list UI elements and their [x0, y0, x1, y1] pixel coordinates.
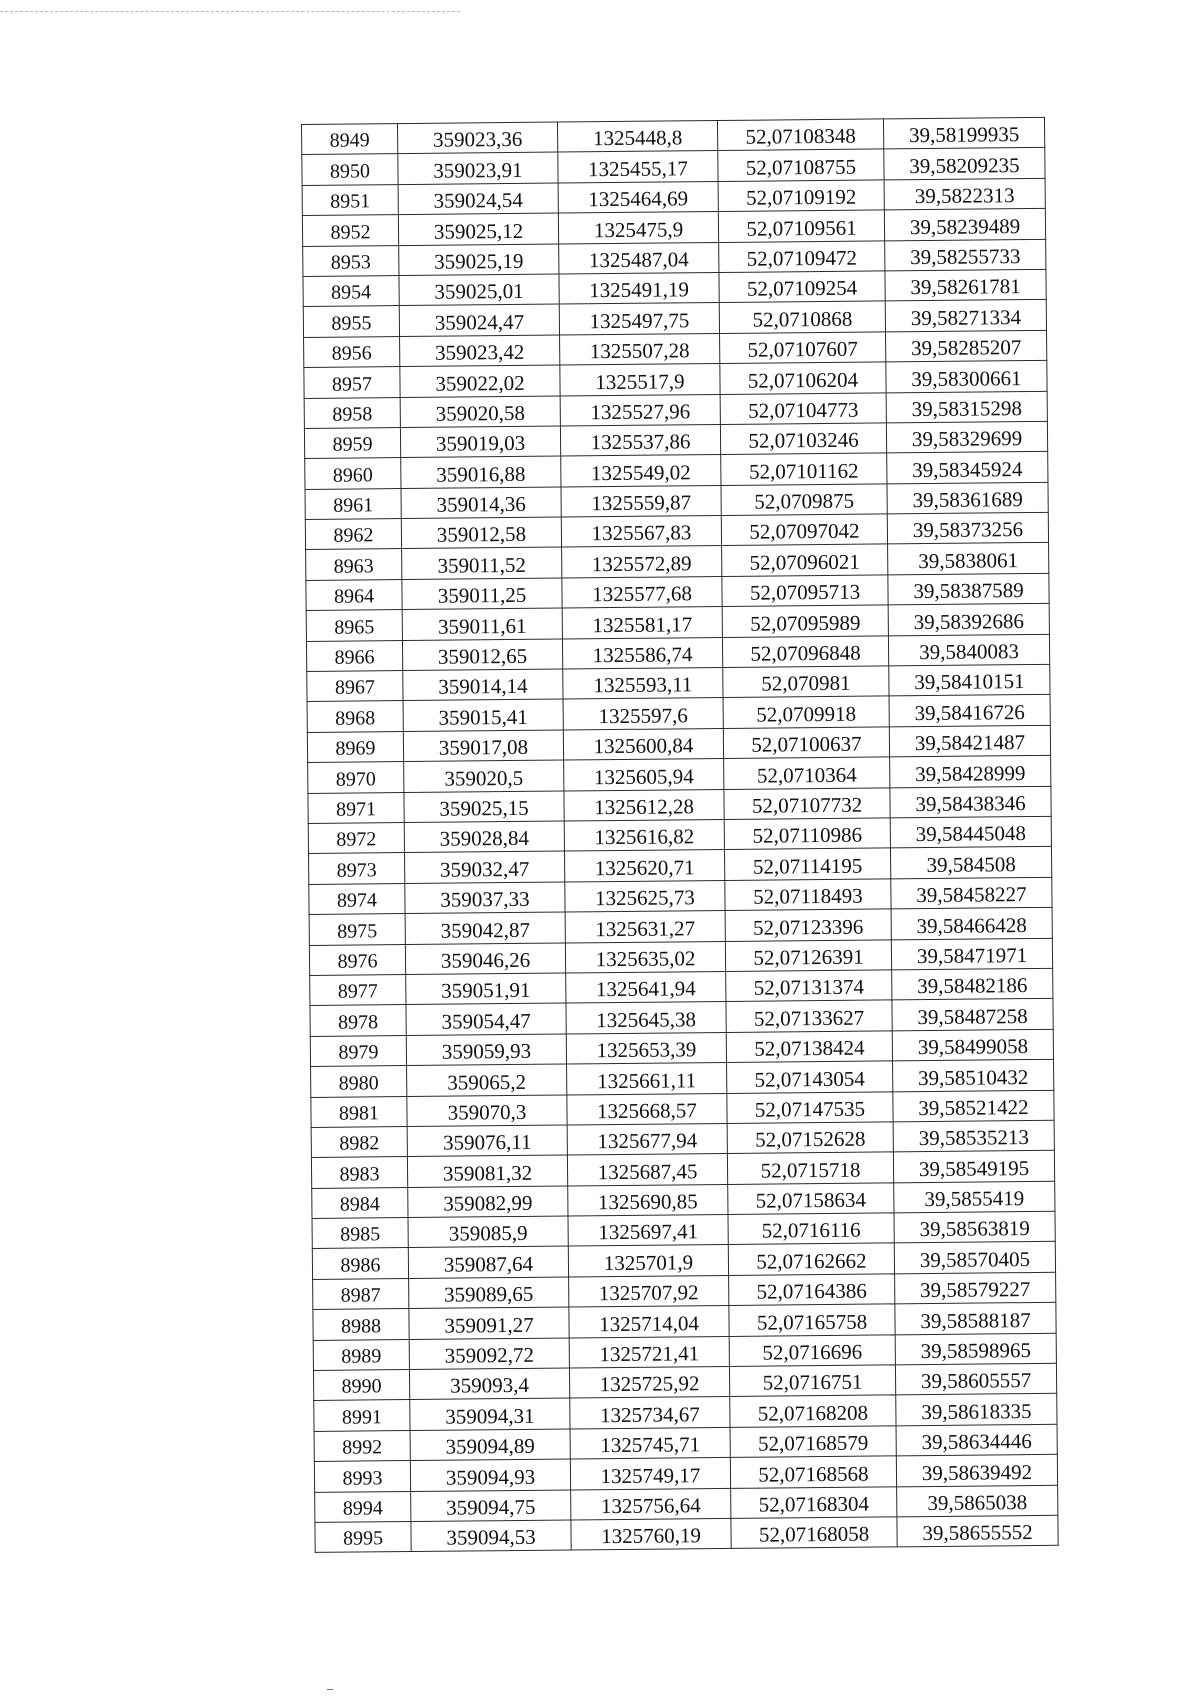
latitude-cell: 52,07096021 — [722, 544, 888, 576]
latitude-cell: 52,07158634 — [728, 1183, 894, 1215]
y-coordinate-cell: 1325725,92 — [569, 1366, 729, 1398]
x-coordinate-cell: 359014,36 — [401, 487, 561, 519]
longitude-cell: 39,58261781 — [885, 269, 1046, 301]
latitude-cell: 52,07162662 — [728, 1243, 894, 1275]
x-coordinate-cell: 359020,58 — [400, 396, 560, 428]
x-coordinate-cell: 359070,3 — [407, 1094, 567, 1126]
y-coordinate-cell: 1325745,71 — [570, 1427, 730, 1459]
longitude-cell: 39,58510432 — [893, 1059, 1054, 1091]
longitude-cell: 39,58410151 — [889, 664, 1050, 696]
longitude-cell: 39,58392686 — [888, 604, 1049, 636]
point-number-cell: 8956 — [304, 336, 400, 367]
x-coordinate-cell: 359012,58 — [401, 517, 561, 549]
longitude-cell: 39,5838061 — [888, 543, 1049, 575]
point-number-cell: 8968 — [307, 701, 403, 732]
x-coordinate-cell: 359091,27 — [409, 1307, 569, 1339]
x-coordinate-cell: 359024,54 — [398, 183, 558, 215]
point-number-cell: 8961 — [305, 488, 401, 519]
latitude-cell: 52,07164386 — [729, 1274, 895, 1306]
y-coordinate-cell: 1325625,73 — [565, 880, 725, 912]
latitude-cell: 52,07152628 — [727, 1122, 893, 1154]
coordinates-table — [301, 117, 1059, 1553]
scan-artifact-line — [0, 11, 460, 12]
latitude-cell: 52,0709918 — [723, 696, 889, 728]
x-coordinate-cell: 359025,19 — [399, 244, 559, 276]
x-coordinate-cell: 359025,01 — [399, 274, 559, 306]
point-number-cell: 8973 — [309, 853, 405, 884]
longitude-cell: 39,5855419 — [894, 1181, 1055, 1213]
x-coordinate-cell: 359023,36 — [398, 122, 558, 154]
point-number-cell: 8990 — [313, 1370, 409, 1401]
longitude-cell: 39,5840083 — [888, 634, 1049, 666]
x-coordinate-cell: 359051,91 — [406, 973, 566, 1005]
longitude-cell: 39,58618335 — [896, 1394, 1057, 1426]
latitude-cell: 52,07168304 — [731, 1486, 897, 1518]
x-coordinate-cell: 359094,93 — [410, 1459, 570, 1491]
longitude-cell: 39,5865038 — [897, 1485, 1058, 1517]
point-number-cell: 8967 — [307, 671, 403, 702]
y-coordinate-cell: 1325577,68 — [562, 576, 722, 608]
latitude-cell: 52,07108755 — [718, 149, 884, 181]
point-number-cell: 8980 — [311, 1066, 407, 1097]
latitude-cell: 52,07143054 — [727, 1061, 893, 1093]
y-coordinate-cell: 1325616,82 — [564, 819, 724, 851]
longitude-cell: 39,58588187 — [895, 1303, 1056, 1335]
table-row — [315, 1515, 1058, 1553]
longitude-cell: 39,58549195 — [893, 1151, 1054, 1183]
x-coordinate-cell: 359092,72 — [409, 1338, 569, 1370]
latitude-cell: 52,07103246 — [720, 423, 886, 455]
y-coordinate-cell: 1325721,41 — [569, 1336, 729, 1368]
point-number-cell: 8949 — [302, 124, 398, 155]
latitude-cell: 52,07168208 — [730, 1395, 896, 1427]
y-coordinate-cell: 1325527,96 — [560, 394, 720, 426]
y-coordinate-cell: 1325464,69 — [558, 181, 718, 213]
point-number-cell: 8976 — [309, 944, 405, 975]
point-number-cell: 8986 — [312, 1248, 408, 1279]
longitude-cell: 39,58255733 — [885, 239, 1046, 271]
point-number-cell: 8995 — [315, 1521, 411, 1552]
x-coordinate-cell: 359017,08 — [403, 730, 563, 762]
x-coordinate-cell: 359011,25 — [402, 578, 562, 610]
longitude-cell: 39,58315298 — [886, 391, 1047, 423]
y-coordinate-cell: 1325475,9 — [558, 212, 718, 244]
y-coordinate-cell: 1325567,83 — [561, 516, 721, 548]
point-number-cell: 8964 — [306, 579, 402, 610]
x-coordinate-cell: 359023,91 — [398, 152, 558, 184]
point-number-cell: 8970 — [308, 762, 404, 793]
longitude-cell: 39,58199935 — [883, 117, 1044, 149]
latitude-cell: 52,0716696 — [729, 1334, 895, 1366]
x-coordinate-cell: 359094,89 — [410, 1429, 570, 1461]
y-coordinate-cell: 1325620,71 — [564, 850, 724, 882]
latitude-cell: 52,07109472 — [719, 240, 885, 272]
y-coordinate-cell: 1325690,85 — [568, 1184, 728, 1216]
longitude-cell: 39,58471971 — [891, 938, 1052, 970]
point-number-cell: 8966 — [306, 640, 402, 671]
y-coordinate-cell: 1325653,39 — [566, 1032, 726, 1064]
x-coordinate-cell: 359032,47 — [405, 851, 565, 883]
point-number-cell: 8971 — [308, 792, 404, 823]
y-coordinate-cell: 1325631,27 — [565, 911, 725, 943]
x-coordinate-cell: 359025,15 — [404, 791, 564, 823]
point-number-cell: 8959 — [304, 427, 400, 458]
y-coordinate-cell: 1325687,45 — [567, 1154, 727, 1186]
point-number-cell: 8969 — [307, 731, 403, 762]
latitude-cell: 52,0716116 — [728, 1213, 894, 1245]
latitude-cell: 52,07109192 — [718, 180, 884, 212]
y-coordinate-cell: 1325677,94 — [567, 1123, 727, 1155]
x-coordinate-cell: 359094,31 — [410, 1398, 570, 1430]
x-coordinate-cell: 359011,52 — [402, 547, 562, 579]
point-number-cell: 8977 — [310, 974, 406, 1005]
longitude-cell: 39,58634446 — [896, 1424, 1057, 1456]
x-coordinate-cell: 359028,84 — [404, 821, 564, 853]
x-coordinate-cell: 359081,32 — [407, 1155, 567, 1187]
latitude-cell: 52,0710364 — [724, 757, 890, 789]
x-coordinate-cell: 359054,47 — [406, 1003, 566, 1035]
point-number-cell: 8994 — [315, 1491, 411, 1522]
latitude-cell: 52,07104773 — [720, 392, 886, 424]
point-number-cell: 8988 — [313, 1309, 409, 1340]
coordinates-table-container — [301, 117, 1058, 1553]
x-coordinate-cell: 359024,47 — [399, 304, 559, 336]
x-coordinate-cell: 359082,99 — [408, 1186, 568, 1218]
y-coordinate-cell: 1325749,17 — [570, 1458, 730, 1490]
latitude-cell: 52,07109254 — [719, 271, 885, 303]
latitude-cell: 52,0709875 — [721, 484, 887, 516]
x-coordinate-cell: 359046,26 — [405, 943, 565, 975]
x-coordinate-cell: 359042,87 — [405, 912, 565, 944]
point-number-cell: 8982 — [311, 1126, 407, 1157]
y-coordinate-cell: 1325641,94 — [566, 971, 726, 1003]
point-number-cell: 8991 — [314, 1400, 410, 1431]
y-coordinate-cell: 1325600,84 — [563, 728, 723, 760]
y-coordinate-cell: 1325612,28 — [564, 789, 724, 821]
longitude-cell: 39,58521422 — [893, 1090, 1054, 1122]
point-number-cell: 8965 — [306, 610, 402, 641]
latitude-cell: 52,070981 — [723, 666, 889, 698]
latitude-cell: 52,07101162 — [721, 453, 887, 485]
longitude-cell: 39,58445048 — [890, 816, 1051, 848]
latitude-cell: 52,07138424 — [726, 1031, 892, 1063]
point-number-cell: 8985 — [312, 1218, 408, 1249]
latitude-cell: 52,07097042 — [721, 514, 887, 546]
latitude-cell: 52,07096848 — [722, 636, 888, 668]
point-number-cell: 8983 — [311, 1157, 407, 1188]
x-coordinate-cell: 359020,5 — [404, 760, 564, 792]
y-coordinate-cell: 1325491,19 — [559, 272, 719, 304]
longitude-cell: 39,58579227 — [895, 1272, 1056, 1304]
point-number-cell: 8952 — [302, 215, 398, 246]
point-number-cell: 8987 — [313, 1278, 409, 1309]
longitude-cell: 39,58285207 — [886, 330, 1047, 362]
longitude-cell: 39,58458227 — [891, 877, 1052, 909]
point-number-cell: 8950 — [302, 154, 398, 185]
longitude-cell: 39,58416726 — [889, 695, 1050, 727]
point-number-cell: 8972 — [308, 823, 404, 854]
y-coordinate-cell: 1325507,28 — [560, 333, 720, 365]
x-coordinate-cell: 359023,42 — [400, 335, 560, 367]
longitude-cell: 39,5822313 — [884, 178, 1045, 210]
longitude-cell: 39,58466428 — [891, 907, 1052, 939]
longitude-cell: 39,58535213 — [893, 1120, 1054, 1152]
longitude-cell: 39,58421487 — [889, 725, 1050, 757]
longitude-cell: 39,58639492 — [896, 1454, 1057, 1486]
longitude-cell: 39,58482186 — [892, 968, 1053, 1000]
y-coordinate-cell: 1325593,11 — [563, 668, 723, 700]
longitude-cell: 39,58438346 — [890, 786, 1051, 818]
x-coordinate-cell: 359019,03 — [400, 426, 560, 458]
x-coordinate-cell: 359076,11 — [407, 1125, 567, 1157]
x-coordinate-cell: 359065,2 — [407, 1064, 567, 1096]
longitude-cell: 39,58239489 — [884, 209, 1045, 241]
latitude-cell: 52,07100637 — [723, 727, 889, 759]
longitude-cell: 39,58487258 — [892, 999, 1053, 1031]
latitude-cell: 52,07168568 — [730, 1456, 896, 1488]
point-number-cell: 8951 — [302, 184, 398, 215]
point-number-cell: 8992 — [314, 1430, 410, 1461]
longitude-cell: 39,58570405 — [894, 1242, 1055, 1274]
point-number-cell: 8957 — [304, 367, 400, 398]
coordinates-table-body — [302, 117, 1059, 1552]
y-coordinate-cell: 1325537,86 — [560, 424, 720, 456]
y-coordinate-cell: 1325701,9 — [568, 1245, 728, 1277]
point-number-cell: 8960 — [305, 458, 401, 489]
y-coordinate-cell: 1325572,89 — [562, 546, 722, 578]
point-number-cell: 8979 — [310, 1035, 406, 1066]
point-number-cell: 8993 — [314, 1461, 410, 1492]
longitude-cell: 39,58361689 — [887, 482, 1048, 514]
latitude-cell: 52,07133627 — [726, 1000, 892, 1032]
y-coordinate-cell: 1325668,57 — [567, 1093, 727, 1125]
latitude-cell: 52,07147535 — [727, 1091, 893, 1123]
latitude-cell: 52,07114195 — [724, 848, 890, 880]
latitude-cell: 52,07108348 — [717, 119, 883, 151]
longitude-cell: 39,58345924 — [887, 452, 1048, 484]
latitude-cell: 52,07109561 — [718, 210, 884, 242]
latitude-cell: 52,07095989 — [722, 605, 888, 637]
x-coordinate-cell: 359014,14 — [403, 669, 563, 701]
longitude-cell: 39,58655552 — [897, 1515, 1058, 1547]
y-coordinate-cell: 1325597,6 — [563, 698, 723, 730]
x-coordinate-cell: 359093,4 — [409, 1368, 569, 1400]
y-coordinate-cell: 1325661,11 — [567, 1063, 727, 1095]
point-number-cell: 8953 — [303, 245, 399, 276]
x-coordinate-cell: 359087,64 — [408, 1246, 568, 1278]
point-number-cell: 8958 — [304, 397, 400, 428]
y-coordinate-cell: 1325448,8 — [557, 121, 717, 153]
x-coordinate-cell: 359015,41 — [403, 699, 563, 731]
longitude-cell: 39,58209235 — [884, 148, 1045, 180]
longitude-cell: 39,58271334 — [885, 300, 1046, 332]
y-coordinate-cell: 1325635,02 — [565, 941, 725, 973]
longitude-cell: 39,58499058 — [892, 1029, 1053, 1061]
y-coordinate-cell: 1325645,38 — [566, 1002, 726, 1034]
x-coordinate-cell: 359011,61 — [402, 608, 562, 640]
latitude-cell: 52,07107607 — [720, 332, 886, 364]
longitude-cell: 39,58373256 — [887, 512, 1048, 544]
latitude-cell: 52,0715718 — [727, 1152, 893, 1184]
y-coordinate-cell: 1325455,17 — [558, 151, 718, 183]
x-coordinate-cell: 359059,93 — [406, 1034, 566, 1066]
y-coordinate-cell: 1325549,02 — [561, 455, 721, 487]
longitude-cell: 39,58598965 — [895, 1333, 1056, 1365]
y-coordinate-cell: 1325707,92 — [569, 1275, 729, 1307]
x-coordinate-cell: 359094,75 — [411, 1490, 571, 1522]
x-coordinate-cell: 359089,65 — [409, 1277, 569, 1309]
point-number-cell: 8963 — [306, 549, 402, 580]
latitude-cell: 52,07168579 — [730, 1426, 896, 1458]
x-coordinate-cell: 359094,53 — [411, 1520, 571, 1552]
point-number-cell: 8981 — [311, 1096, 407, 1127]
point-number-cell: 8955 — [303, 306, 399, 337]
longitude-cell: 39,584508 — [890, 847, 1051, 879]
longitude-cell: 39,58428999 — [890, 756, 1051, 788]
point-number-cell: 8974 — [309, 883, 405, 914]
point-number-cell: 8984 — [312, 1187, 408, 1218]
longitude-cell: 39,58300661 — [886, 360, 1047, 392]
y-coordinate-cell: 1325586,74 — [562, 637, 722, 669]
longitude-cell: 39,58563819 — [894, 1211, 1055, 1243]
latitude-cell: 52,07165758 — [729, 1304, 895, 1336]
latitude-cell: 52,07123396 — [725, 909, 891, 941]
y-coordinate-cell: 1325605,94 — [564, 759, 724, 791]
x-coordinate-cell: 359012,65 — [402, 639, 562, 671]
longitude-cell: 39,58605557 — [895, 1363, 1056, 1395]
latitude-cell: 52,07095713 — [722, 575, 888, 607]
y-coordinate-cell: 1325517,9 — [560, 364, 720, 396]
latitude-cell: 52,0710868 — [719, 301, 885, 333]
point-number-cell: 8975 — [309, 914, 405, 945]
y-coordinate-cell: 1325581,17 — [562, 607, 722, 639]
latitude-cell: 52,07106204 — [720, 362, 886, 394]
latitude-cell: 52,07110986 — [724, 818, 890, 850]
point-number-cell: 8954 — [303, 276, 399, 307]
y-coordinate-cell: 1325756,64 — [571, 1488, 731, 1520]
longitude-cell: 39,58387589 — [888, 573, 1049, 605]
latitude-cell: 52,07131374 — [726, 970, 892, 1002]
point-number-cell: 8989 — [313, 1339, 409, 1370]
latitude-cell: 52,07118493 — [725, 879, 891, 911]
y-coordinate-cell: 1325734,67 — [570, 1397, 730, 1429]
x-coordinate-cell: 359025,12 — [398, 213, 558, 245]
latitude-cell: 52,07168058 — [731, 1517, 897, 1549]
latitude-cell: 52,07126391 — [725, 939, 891, 971]
y-coordinate-cell: 1325697,41 — [568, 1215, 728, 1247]
y-coordinate-cell: 1325760,19 — [571, 1518, 731, 1550]
y-coordinate-cell: 1325714,04 — [569, 1306, 729, 1338]
point-number-cell: 8978 — [310, 1005, 406, 1036]
latitude-cell: 52,0716751 — [729, 1365, 895, 1397]
y-coordinate-cell: 1325497,75 — [559, 303, 719, 335]
latitude-cell: 52,07107732 — [724, 787, 890, 819]
x-coordinate-cell: 359037,33 — [405, 882, 565, 914]
scan-speck — [327, 1689, 333, 1690]
x-coordinate-cell: 359016,88 — [401, 456, 561, 488]
x-coordinate-cell: 359022,02 — [400, 365, 560, 397]
point-number-cell: 8962 — [305, 519, 401, 550]
y-coordinate-cell: 1325559,87 — [561, 485, 721, 517]
x-coordinate-cell: 359085,9 — [408, 1216, 568, 1248]
longitude-cell: 39,58329699 — [886, 421, 1047, 453]
y-coordinate-cell: 1325487,04 — [559, 242, 719, 274]
